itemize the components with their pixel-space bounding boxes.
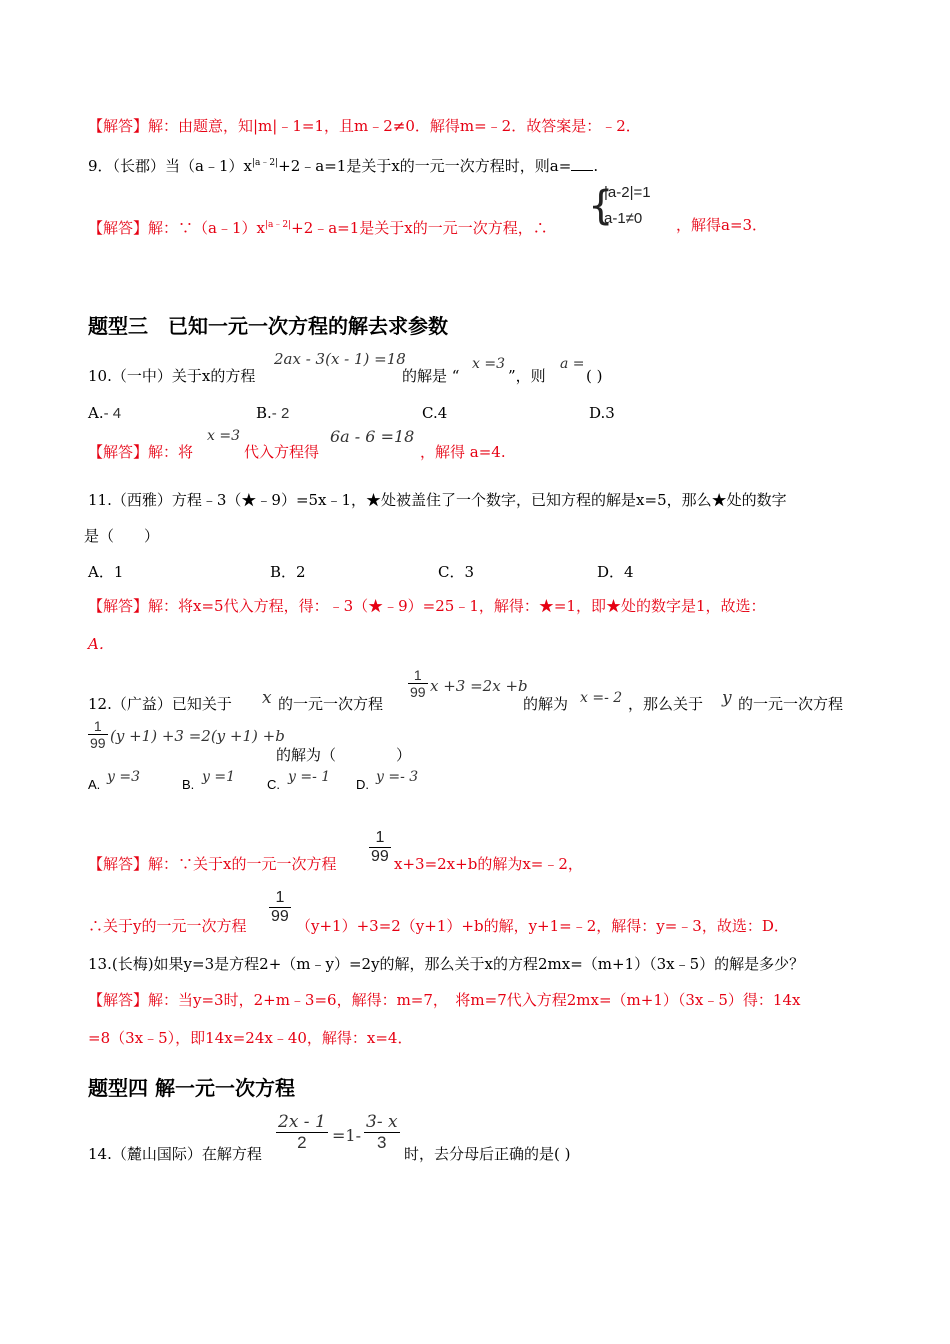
answer-10-x: x =3 [207, 428, 240, 444]
option-11-c: C．3 [438, 563, 475, 581]
answer-blank [571, 170, 593, 171]
question-11-line1: 11.（西雅）方程﹣3（★﹣9）=5x﹣1，★处被盖住了一个数字，已知方程的解是x=5，那么★处的数字 [88, 491, 787, 509]
question-12-end: 的一元一次方程 [738, 695, 844, 713]
question-14-post: 时，去分母后正确的是( ) [404, 1145, 571, 1163]
question-12-equation2: (y +1) +3 =2(y +1) +b [110, 727, 285, 745]
answer-12-fraction2: $\frac{1}{99}$ [271, 889, 289, 925]
option-10-b: B.- 2 [256, 404, 290, 422]
option-12-c: y =- 1 [288, 769, 331, 785]
answer-10-equation: 6a - 6 =18 [330, 427, 415, 446]
option-12-a: y =3 [107, 769, 140, 785]
answer-11-line1: 【解答】解：将x=5代入方程，得：﹣3（★﹣9）=25﹣1，解得：★=1，即★处的数字是1，故选： [88, 597, 766, 615]
question-12-x: x [262, 688, 272, 708]
option-12-d-label: D. [356, 777, 369, 792]
answer-12-fraction1: $\frac{1}{99}$ [371, 829, 389, 865]
option-12-a-label: A. [88, 777, 101, 792]
answer-12-line1-pre: 【解答】解：∵关于x的一元一次方程 [88, 855, 337, 873]
option-11-b: B．2 [270, 563, 306, 581]
question-12-equation: x +3 =2x +b [430, 677, 528, 695]
system-eq2: a-1≠0 [604, 210, 643, 227]
question-14-fraction1: $\frac{2x - 1}{2}$ [278, 1112, 326, 1152]
answer-12-line2-post: （y+1）+3=2（y+1）+b的解，y+1=﹣2，解得：y=﹣3，故选：D． [296, 917, 789, 935]
system-brace: { [588, 183, 614, 229]
option-11-d: D．4 [597, 563, 634, 581]
answer-8: 【解答】解：由题意，知|m|﹣1=1，且m﹣2≠0．解得m=﹣2．故答案是：﹣2． [88, 117, 641, 135]
question-12-sol-pre: 的解为 [523, 695, 569, 713]
answer-9: 【解答】解：$\because(a﹣1)x^{|a﹣2|}+2﹣a=1$是关于x的一元一次方程，∴ [88, 219, 548, 237]
question-10-a: a = [560, 356, 585, 372]
question-14-pre: 14.（麓山国际）在解方程 [88, 1145, 262, 1163]
question-12-post: ，那么关于 [628, 695, 704, 713]
answer-12-line1-post: x+3=2x+b的解为x=﹣2， [394, 855, 583, 873]
answer-11-line2: A． [88, 635, 114, 653]
section-heading-3: 题型三 已知一元一次方程的解去求参数 [88, 314, 448, 338]
question-9: 9．（长郡）当$(a﹣1)x^{|a﹣2|}+2﹣a=1$是关于x的一元一次方程时，则a= . [88, 157, 599, 175]
question-14-mid: =1- [332, 1126, 361, 1145]
answer-13-line2: =8（3x﹣5），即14x=24x﹣40，解得：x=4． [88, 1029, 413, 1047]
option-11-a: A．1 [88, 563, 124, 581]
question-12-mid: 的一元一次方程 [278, 695, 384, 713]
question-12-solution: x =- 2 [580, 690, 623, 706]
answer-10-mid: 代入方程得 [244, 443, 320, 461]
option-10-c: C.4 [422, 404, 448, 422]
question-10-paren: ( ) [586, 367, 603, 385]
question-10-post: ”，则 [508, 367, 546, 385]
question-12-fraction: $\frac{1}{99}$ [410, 667, 426, 700]
system-eq1: |a-2|=1 [604, 184, 651, 201]
question-10-solution: x =3 [472, 356, 505, 372]
answer-10-pre: 【解答】解：将 [88, 443, 194, 461]
section-heading-4: 题型四 解一元一次方程 [88, 1076, 295, 1100]
question-12-y: y [722, 688, 732, 708]
question-10-equation: 2ax - 3(x - 1) =18 [274, 350, 406, 368]
answer-9-end: ，解得a=3． [676, 216, 768, 234]
equation-system [588, 182, 678, 234]
question-12-fraction2: $\frac{1}{99}$ [90, 718, 106, 751]
question-10-mid: 的解是 “ [402, 367, 460, 385]
option-12-b: y =1 [202, 769, 235, 785]
option-12-c-label: C. [267, 777, 280, 792]
option-10-d: D.3 [589, 404, 615, 422]
question-13: 13.(长梅)如果y=3是方程2+（m﹣y）=2y的解，那么关于x的方程2mx=（m+1）（3x﹣5）的解是多少？ [88, 955, 805, 973]
answer-10-end: ，解得 a=4. [420, 443, 506, 461]
question-10-text: 10.（一中）关于x的方程 [88, 367, 256, 385]
question-12-pre: 12.（广益）已知关于 [88, 695, 232, 713]
answer-12-line2-pre: ∴关于y的一元一次方程 [88, 917, 247, 935]
answer-13-line1: 【解答】解：当y=3时，2+m﹣3=6，解得：m=7， 将m=7代入方程2mx=（m+1）（3x﹣5）得：14x [88, 991, 801, 1009]
question-11-line2: 是（ ） [84, 527, 160, 545]
option-12-d: y =- 3 [376, 769, 419, 785]
option-12-b-label: B. [182, 777, 195, 792]
option-10-a: A.- 4 [88, 404, 122, 422]
question-14-fraction2: $\frac{3- x}{3}$ [366, 1112, 398, 1152]
question-12-line2: 的解为（ ） [276, 746, 412, 764]
